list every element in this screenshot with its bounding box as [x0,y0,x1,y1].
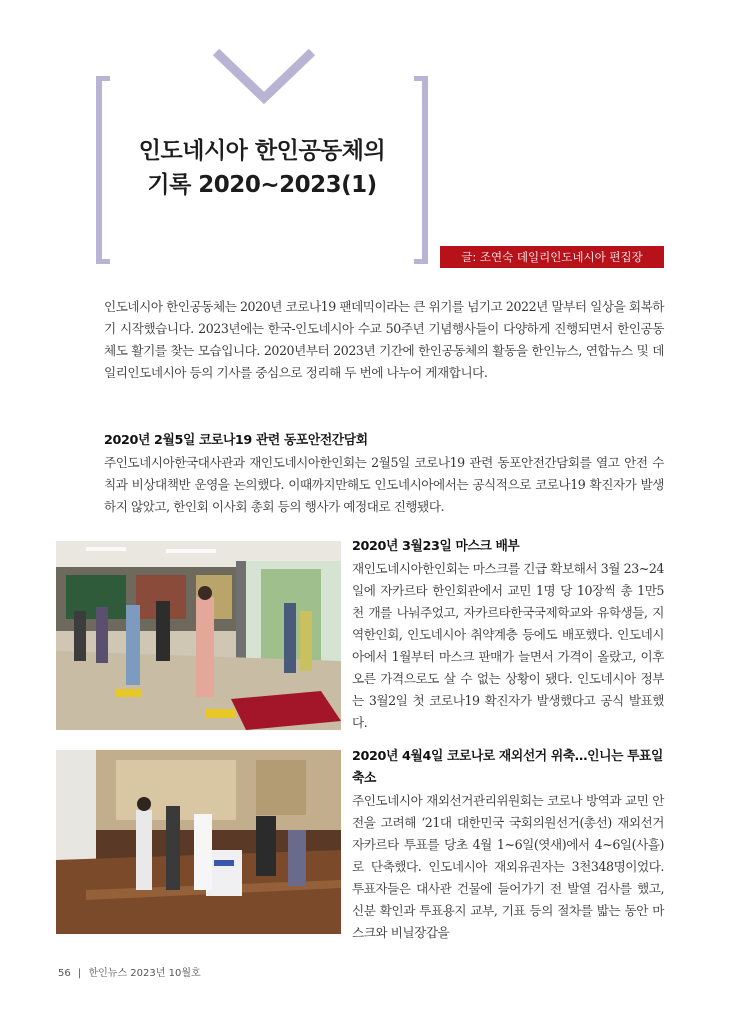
section-heading-feb: 2020년 2월5일 코로나19 관련 동포안전간담회 [104,433,368,448]
section-body-apr: 주인도네시아 재외선거관리위원회는 코로나 방역과 교민 안전을 고려해 ‘21대 대한민국 국회의원선거(총선) 재외선거 자카르타 투표를 당초 4월 1~6일(엿새)에서 4~6일(사흘)로 단축했다. 인도네시아 재외유권자는 3천348명이었다. 투표자들은 대사관 건물에 들어가기 전 발열 검사를 했고, 신분 확인과 투표용지 교부, 기표 등의 절차를 밟는 동안 마스크와 비닐장갑을 [352,793,664,940]
page-footer [58,964,205,979]
section-body-feb: 주인도네시아한국대사관과 재인도네시아한인회는 2월5일 코로나19 관련 동포안전간담회를 열고 안전 수칙과 비상대책반 운영을 논의했다. 이때까지만해도 인도네시아에서는 공식적으로 코로나19 확진자가 발생하지 않았고, 한인회 이사회 총회 등의 행사가 예정대로 진행됐다. [104,455,664,514]
right-bracket [412,76,428,264]
footer-separator: | [77,968,82,979]
intro-paragraph: 인도네시아 한인공동체는 2020년 코로나19 팬데믹이라는 큰 위기를 넘기고 2022년 말부터 일상을 회복하기 시작했습니다. 2023년에는 한국-인도네시아 수교 50주년 기념행사들이 다양하게 진행되면서 한인공동체도 활기를 찾는 모습입니다. 2020년부터 2023년 기간에 한인공동체의 활동을 한인뉴스, 연합뉴스 및 데일리인도네시아 등의 기사를 중심으로 정리해 두 번에 나누어 게재합니다. [104,299,664,380]
overseas-voting-photo [56,750,341,934]
chevron-down-icon [212,48,316,104]
publication-name: 한인뉴스 2023년 10월호 [88,968,201,979]
mask-distribution-photo [56,541,341,730]
title-line-2: 기록 2020~2023(1) [147,172,377,198]
page-title [112,134,412,202]
section-body-mar: 재인도네시아한인회는 마스크를 긴급 확보해서 3월 23~24일에 자카르타 한인회관에서 교민 1명 당 10장씩 총 1만5천 개를 나눠주었고, 자카르타한국국제학교와 유학생들, 지역한인회, 인도네시아 취약계층 등에도 배포했다. 인도네시아에서 1월부터 마스크 판매가 늘면서 가격이 올랐고, 이후 오른 가격으로도 살 수 없는 상황이 됐다. 인도네시아 정부는 3월2일 첫 코로나19 확진자가 발생했다고 공식 발표했다. [352,561,664,730]
left-bracket [96,76,112,264]
title-line-1: 인도네시아 한인공동체의 [138,138,386,164]
page-number: 56 [58,968,71,979]
section-heading-mar: 2020년 3월23일 마스크 배부 [352,539,520,554]
author-byline: 글: 조연숙 데일리인도네시아 편집장 [440,246,664,268]
section-heading-apr: 2020년 4월4일 코로나로 재외선거 위축…인니는 투표일 축소 [352,749,663,786]
